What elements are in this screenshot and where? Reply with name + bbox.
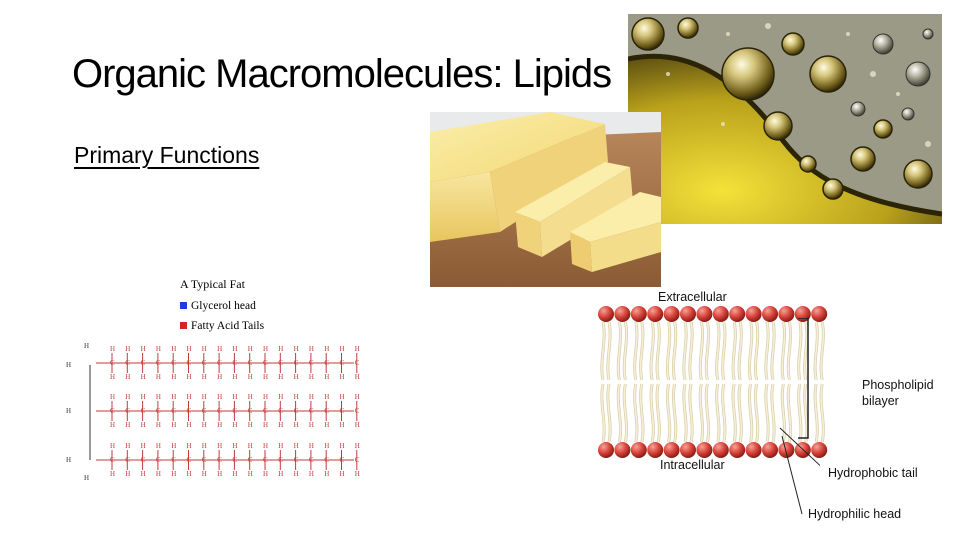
svg-text:H: H bbox=[324, 345, 330, 353]
svg-text:H: H bbox=[293, 373, 299, 381]
svg-text:H: H bbox=[293, 393, 299, 401]
svg-text:H: H bbox=[308, 470, 314, 478]
svg-text:C: C bbox=[155, 456, 161, 464]
svg-text:H: H bbox=[324, 373, 330, 381]
legend-fatty-acid bbox=[180, 320, 264, 332]
svg-text:H: H bbox=[155, 421, 161, 429]
svg-text:H: H bbox=[186, 421, 192, 429]
svg-text:H: H bbox=[110, 393, 116, 401]
svg-text:H: H bbox=[125, 393, 131, 401]
svg-text:H: H bbox=[263, 421, 269, 429]
svg-text:H: H bbox=[186, 442, 192, 450]
svg-text:C: C bbox=[293, 359, 299, 367]
butter-photo bbox=[430, 112, 661, 287]
svg-text:C: C bbox=[339, 359, 345, 367]
svg-text:H: H bbox=[171, 393, 177, 401]
svg-text:H: H bbox=[201, 373, 207, 381]
svg-text:H: H bbox=[232, 421, 238, 429]
svg-text:H: H bbox=[186, 373, 192, 381]
legend-fatty-acid-label: Fatty Acid Tails bbox=[191, 320, 265, 332]
svg-text:H: H bbox=[278, 393, 284, 401]
svg-text:H: H bbox=[278, 373, 284, 381]
svg-text:C: C bbox=[232, 407, 238, 415]
svg-text:H: H bbox=[293, 442, 299, 450]
svg-text:H: H bbox=[155, 345, 161, 353]
svg-text:H: H bbox=[293, 421, 299, 429]
svg-text:H: H bbox=[201, 470, 207, 478]
svg-text:H: H bbox=[247, 421, 253, 429]
svg-text:H: H bbox=[84, 474, 90, 482]
svg-text:C: C bbox=[354, 407, 360, 415]
svg-text:H: H bbox=[125, 373, 131, 381]
svg-text:H: H bbox=[278, 345, 284, 353]
svg-text:H: H bbox=[217, 442, 223, 450]
svg-text:C: C bbox=[354, 456, 360, 464]
svg-text:H: H bbox=[110, 442, 116, 450]
svg-text:C: C bbox=[217, 456, 222, 464]
svg-text:H: H bbox=[247, 393, 253, 401]
svg-text:H: H bbox=[354, 470, 360, 478]
svg-text:H: H bbox=[84, 342, 90, 350]
svg-text:C: C bbox=[110, 456, 115, 464]
svg-text:H: H bbox=[186, 393, 192, 401]
svg-text:C: C bbox=[263, 407, 268, 415]
intracellular-label: Intracellular bbox=[660, 458, 725, 472]
slide-title: Organic Macromolecules: Lipids bbox=[72, 52, 612, 96]
svg-text:C: C bbox=[293, 456, 299, 464]
fatty-acid-swatch bbox=[180, 322, 187, 329]
svg-text:C: C bbox=[324, 456, 329, 464]
svg-text:H: H bbox=[217, 470, 223, 478]
svg-text:C: C bbox=[293, 407, 299, 415]
svg-text:H: H bbox=[247, 373, 253, 381]
svg-text:C: C bbox=[186, 407, 192, 415]
svg-text:H: H bbox=[201, 345, 207, 353]
legend-glycerol-label: Glycerol head bbox=[191, 300, 256, 312]
hydrophobic-tail-label: Hydrophobic tail bbox=[828, 466, 918, 480]
svg-text:H: H bbox=[140, 393, 146, 401]
svg-text:H: H bbox=[324, 442, 330, 450]
svg-text:C: C bbox=[186, 456, 192, 464]
svg-text:C: C bbox=[140, 456, 146, 464]
svg-text:H: H bbox=[263, 373, 269, 381]
svg-text:C: C bbox=[217, 407, 222, 415]
svg-text:H: H bbox=[278, 442, 284, 450]
svg-text:H: H bbox=[293, 470, 299, 478]
svg-text:H: H bbox=[324, 470, 330, 478]
svg-text:H: H bbox=[66, 456, 72, 464]
svg-text:H: H bbox=[110, 470, 116, 478]
fat-diagram-title: A Typical Fat bbox=[180, 277, 245, 291]
svg-text:C: C bbox=[308, 456, 314, 464]
svg-text:H: H bbox=[232, 393, 238, 401]
svg-text:C: C bbox=[201, 359, 207, 367]
svg-text:C: C bbox=[125, 359, 130, 367]
svg-text:C: C bbox=[140, 407, 146, 415]
svg-text:C: C bbox=[247, 359, 253, 367]
legend-glycerol bbox=[180, 300, 256, 312]
svg-text:H: H bbox=[324, 421, 330, 429]
svg-text:H: H bbox=[217, 345, 223, 353]
svg-text:H: H bbox=[308, 442, 314, 450]
svg-text:H: H bbox=[217, 421, 223, 429]
svg-text:H: H bbox=[171, 345, 177, 353]
svg-text:C: C bbox=[308, 359, 314, 367]
svg-text:H: H bbox=[186, 470, 192, 478]
svg-text:H: H bbox=[171, 442, 177, 450]
svg-text:H: H bbox=[171, 470, 177, 478]
svg-text:H: H bbox=[140, 373, 146, 381]
svg-text:H: H bbox=[217, 373, 223, 381]
svg-text:H: H bbox=[171, 373, 177, 381]
svg-text:H: H bbox=[232, 373, 238, 381]
svg-text:C: C bbox=[263, 456, 268, 464]
svg-text:H: H bbox=[339, 421, 345, 429]
svg-text:H: H bbox=[324, 393, 330, 401]
svg-text:C: C bbox=[278, 456, 283, 464]
svg-text:H: H bbox=[125, 421, 131, 429]
svg-text:H: H bbox=[308, 373, 314, 381]
svg-text:H: H bbox=[66, 361, 72, 369]
svg-text:C: C bbox=[125, 456, 130, 464]
fat-structure-formula bbox=[62, 340, 374, 485]
svg-text:H: H bbox=[354, 345, 360, 353]
svg-text:H: H bbox=[140, 421, 146, 429]
svg-text:H: H bbox=[155, 373, 161, 381]
svg-text:H: H bbox=[140, 345, 146, 353]
svg-text:H: H bbox=[278, 421, 284, 429]
svg-text:H: H bbox=[354, 421, 360, 429]
svg-text:H: H bbox=[247, 442, 253, 450]
svg-text:H: H bbox=[232, 442, 238, 450]
svg-text:H: H bbox=[278, 470, 284, 478]
svg-text:C: C bbox=[110, 407, 115, 415]
svg-text:H: H bbox=[201, 442, 207, 450]
svg-text:H: H bbox=[263, 393, 269, 401]
svg-text:C: C bbox=[354, 359, 360, 367]
svg-text:H: H bbox=[263, 442, 269, 450]
slide-subtitle: Primary Functions bbox=[74, 142, 260, 168]
svg-text:C: C bbox=[324, 407, 329, 415]
svg-text:H: H bbox=[110, 421, 116, 429]
svg-text:C: C bbox=[125, 407, 130, 415]
svg-text:H: H bbox=[339, 393, 345, 401]
svg-text:C: C bbox=[217, 359, 222, 367]
hydrophilic-head-label: Hydrophilic head bbox=[808, 507, 902, 521]
svg-text:H: H bbox=[140, 470, 146, 478]
svg-text:C: C bbox=[247, 407, 253, 415]
bilayer-label: bilayer bbox=[862, 394, 899, 408]
svg-text:H: H bbox=[339, 373, 345, 381]
svg-text:H: H bbox=[354, 373, 360, 381]
svg-text:C: C bbox=[201, 407, 207, 415]
svg-text:H: H bbox=[354, 393, 360, 401]
svg-text:H: H bbox=[171, 421, 177, 429]
svg-text:C: C bbox=[155, 359, 161, 367]
svg-text:H: H bbox=[155, 442, 161, 450]
svg-text:C: C bbox=[171, 359, 176, 367]
extracellular-label: Extracellular bbox=[658, 290, 727, 304]
svg-text:C: C bbox=[339, 456, 345, 464]
svg-text:H: H bbox=[232, 345, 238, 353]
phospholipid-label: Phospholipid bbox=[862, 378, 934, 392]
svg-text:C: C bbox=[171, 407, 176, 415]
svg-text:H: H bbox=[201, 421, 207, 429]
svg-text:H: H bbox=[339, 470, 345, 478]
svg-text:C: C bbox=[140, 359, 146, 367]
svg-text:H: H bbox=[354, 442, 360, 450]
svg-text:H: H bbox=[339, 345, 345, 353]
svg-text:H: H bbox=[308, 345, 314, 353]
membrane-callouts bbox=[760, 318, 820, 518]
svg-text:H: H bbox=[247, 470, 253, 478]
svg-text:H: H bbox=[293, 345, 299, 353]
svg-text:H: H bbox=[339, 442, 345, 450]
svg-text:H: H bbox=[110, 345, 116, 353]
svg-text:C: C bbox=[201, 456, 207, 464]
svg-text:H: H bbox=[308, 393, 314, 401]
svg-text:H: H bbox=[125, 345, 131, 353]
svg-text:C: C bbox=[232, 359, 238, 367]
svg-text:H: H bbox=[247, 345, 253, 353]
svg-text:H: H bbox=[232, 470, 238, 478]
glycerol-swatch bbox=[180, 302, 187, 309]
svg-text:C: C bbox=[155, 407, 161, 415]
svg-text:H: H bbox=[125, 470, 131, 478]
svg-text:C: C bbox=[171, 456, 176, 464]
svg-text:H: H bbox=[155, 393, 161, 401]
svg-text:H: H bbox=[217, 393, 223, 401]
svg-text:C: C bbox=[278, 407, 283, 415]
svg-text:H: H bbox=[110, 373, 116, 381]
svg-text:H: H bbox=[201, 393, 207, 401]
svg-text:H: H bbox=[140, 442, 146, 450]
svg-text:C: C bbox=[186, 359, 192, 367]
svg-text:C: C bbox=[263, 359, 268, 367]
svg-text:C: C bbox=[324, 359, 329, 367]
svg-text:C: C bbox=[247, 456, 253, 464]
svg-text:H: H bbox=[66, 407, 72, 415]
svg-text:H: H bbox=[155, 470, 161, 478]
svg-text:C: C bbox=[339, 407, 345, 415]
svg-text:H: H bbox=[125, 442, 131, 450]
svg-text:C: C bbox=[308, 407, 314, 415]
svg-text:H: H bbox=[308, 421, 314, 429]
svg-text:C: C bbox=[110, 359, 115, 367]
svg-text:C: C bbox=[278, 359, 283, 367]
svg-text:H: H bbox=[186, 345, 192, 353]
oil-bubbles-photo bbox=[628, 14, 942, 224]
svg-text:H: H bbox=[263, 470, 269, 478]
svg-text:H: H bbox=[263, 345, 269, 353]
svg-text:C: C bbox=[232, 456, 238, 464]
